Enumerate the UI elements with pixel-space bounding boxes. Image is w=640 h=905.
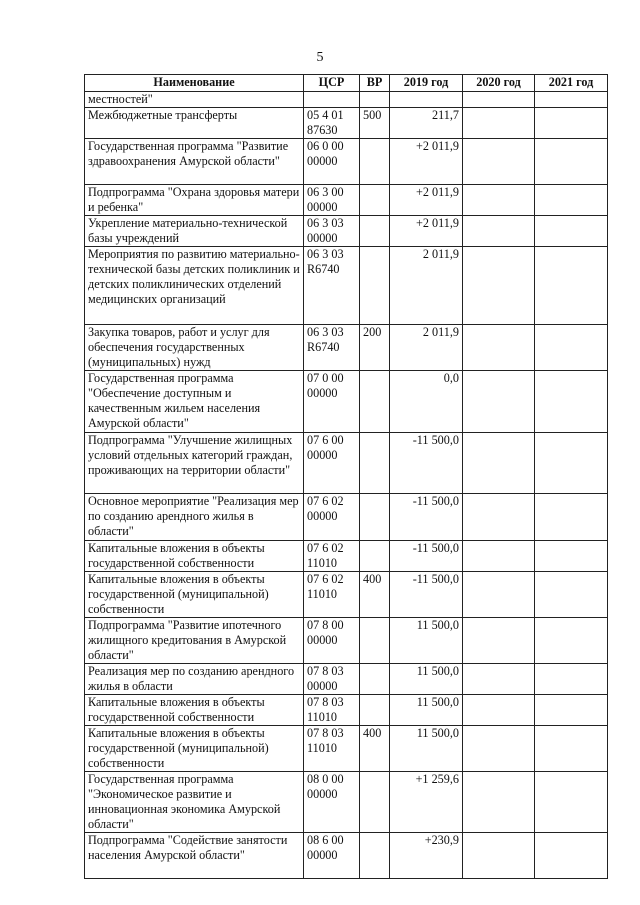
table-row xyxy=(85,833,608,879)
cell-csr: 07 8 03 11010 xyxy=(304,695,360,726)
cell-2019: 11 500,0 xyxy=(390,618,463,664)
cell-2019: 11 500,0 xyxy=(390,695,463,726)
cell-csr: 07 6 00 00000 xyxy=(304,433,360,494)
cell-vr xyxy=(360,185,390,216)
cell-2021 xyxy=(535,726,608,772)
cell-2020 xyxy=(463,433,535,494)
cell-vr xyxy=(360,494,390,541)
table-row xyxy=(85,247,608,325)
cell-2019: 11 500,0 xyxy=(390,664,463,695)
table-row xyxy=(85,541,608,572)
cell-2019: 211,7 xyxy=(390,108,463,139)
cell-vr xyxy=(360,772,390,833)
cell-2021 xyxy=(535,664,608,695)
table-header-row xyxy=(85,75,608,92)
cell-csr: 07 8 00 00000 xyxy=(304,618,360,664)
table-row xyxy=(85,772,608,833)
cell-2020 xyxy=(463,695,535,726)
cell-vr xyxy=(360,541,390,572)
table-row xyxy=(85,494,608,541)
cell-name: Основное мероприятие "Реализация мер по созданию арендного жилья в области" xyxy=(85,494,304,541)
table-row xyxy=(85,618,608,664)
cell-vr xyxy=(360,139,390,185)
cell-2021 xyxy=(535,433,608,494)
cell-2020 xyxy=(463,664,535,695)
cell-2019: -11 500,0 xyxy=(390,494,463,541)
cell-2021 xyxy=(535,108,608,139)
cell-vr xyxy=(360,433,390,494)
cell-vr xyxy=(360,695,390,726)
cell-2021 xyxy=(535,371,608,433)
cell-name: Подпрограмма "Улучшение жилищных условий отдельных категорий граждан, проживающих на территории области" xyxy=(85,433,304,494)
cell-name: Подпрограмма "Охрана здоровья матери и ребенка" xyxy=(85,185,304,216)
cell-name: Капитальные вложения в объекты государственной (муниципальной) собственности xyxy=(85,726,304,772)
cell-2020 xyxy=(463,216,535,247)
cell-vr xyxy=(360,216,390,247)
cell-2021 xyxy=(535,185,608,216)
cell-csr: 07 8 03 11010 xyxy=(304,726,360,772)
cell-2019: 0,0 xyxy=(390,371,463,433)
table-row xyxy=(85,92,608,108)
cell-2021 xyxy=(535,325,608,371)
cell-2020 xyxy=(463,325,535,371)
cell-csr: 07 0 00 00000 xyxy=(304,371,360,433)
cell-2021 xyxy=(535,572,608,618)
cell-2021 xyxy=(535,541,608,572)
page-number: 5 xyxy=(316,50,324,65)
cell-2019: +230,9 xyxy=(390,833,463,879)
cell-2019 xyxy=(390,92,463,108)
table-row xyxy=(85,108,608,139)
cell-2020 xyxy=(463,726,535,772)
cell-name: Государственная программа "Развитие здравоохранения Амурской области" xyxy=(85,139,304,185)
cell-csr: 07 8 03 00000 xyxy=(304,664,360,695)
cell-2020 xyxy=(463,541,535,572)
cell-2019: -11 500,0 xyxy=(390,572,463,618)
cell-vr xyxy=(360,664,390,695)
cell-csr: 06 3 03 R6740 xyxy=(304,247,360,325)
cell-name: Мероприятия по развитию материально-технической базы детских поликлиник и детских поликлинических отделений медицинских организаций xyxy=(85,247,304,325)
cell-2020 xyxy=(463,92,535,108)
cell-name: местностей" xyxy=(85,92,304,108)
cell-csr: 08 6 00 00000 xyxy=(304,833,360,879)
cell-2020 xyxy=(463,772,535,833)
table-row xyxy=(85,325,608,371)
cell-name: Подпрограмма "Развитие ипотечного жилищного кредитования в Амурской области" xyxy=(85,618,304,664)
cell-vr: 500 xyxy=(360,108,390,139)
cell-2021 xyxy=(535,618,608,664)
cell-name: Реализация мер по созданию арендного жилья в области xyxy=(85,664,304,695)
table-row xyxy=(85,572,608,618)
cell-csr: 08 0 00 00000 xyxy=(304,772,360,833)
cell-2021 xyxy=(535,772,608,833)
cell-2019: -11 500,0 xyxy=(390,541,463,572)
cell-name: Капитальные вложения в объекты государственной собственности xyxy=(85,695,304,726)
cell-2020 xyxy=(463,185,535,216)
cell-vr: 200 xyxy=(360,325,390,371)
cell-vr xyxy=(360,92,390,108)
cell-2019: +2 011,9 xyxy=(390,139,463,185)
cell-2019: 11 500,0 xyxy=(390,726,463,772)
cell-2020 xyxy=(463,572,535,618)
cell-vr xyxy=(360,371,390,433)
cell-csr: 05 4 01 87630 xyxy=(304,108,360,139)
table-row xyxy=(85,726,608,772)
cell-2019: +1 259,6 xyxy=(390,772,463,833)
table-row xyxy=(85,371,608,433)
cell-name: Межбюджетные трансферты xyxy=(85,108,304,139)
header-2020: 2020 год xyxy=(463,75,535,92)
cell-2019: 2 011,9 xyxy=(390,247,463,325)
cell-name: Капитальные вложения в объекты государственной собственности xyxy=(85,541,304,572)
budget-table xyxy=(84,74,608,879)
cell-2019: +2 011,9 xyxy=(390,216,463,247)
cell-vr xyxy=(360,247,390,325)
header-name: Наименование xyxy=(85,75,304,92)
table-row xyxy=(85,664,608,695)
cell-name: Закупка товаров, работ и услуг для обеспечения государственных (муниципальных) нужд xyxy=(85,325,304,371)
cell-csr xyxy=(304,92,360,108)
cell-2021 xyxy=(535,216,608,247)
table-row xyxy=(85,139,608,185)
cell-2019: -11 500,0 xyxy=(390,433,463,494)
cell-2021 xyxy=(535,833,608,879)
cell-2020 xyxy=(463,618,535,664)
cell-vr xyxy=(360,833,390,879)
cell-2021 xyxy=(535,92,608,108)
cell-2020 xyxy=(463,494,535,541)
table-row xyxy=(85,216,608,247)
cell-vr xyxy=(360,618,390,664)
cell-2020 xyxy=(463,139,535,185)
cell-csr: 06 3 03 R6740 xyxy=(304,325,360,371)
header-2019: 2019 год xyxy=(390,75,463,92)
header-csr: ЦСР xyxy=(304,75,360,92)
cell-csr: 07 6 02 11010 xyxy=(304,572,360,618)
cell-csr: 06 3 00 00000 xyxy=(304,185,360,216)
cell-name: Государственная программа "Обеспечение доступным и качественным жильем населения Амурской области" xyxy=(85,371,304,433)
cell-name: Капитальные вложения в объекты государственной (муниципальной) собственности xyxy=(85,572,304,618)
cell-2019: +2 011,9 xyxy=(390,185,463,216)
cell-2019: 2 011,9 xyxy=(390,325,463,371)
cell-vr: 400 xyxy=(360,726,390,772)
cell-2021 xyxy=(535,139,608,185)
table-row xyxy=(85,433,608,494)
cell-csr: 07 6 02 00000 xyxy=(304,494,360,541)
cell-vr: 400 xyxy=(360,572,390,618)
cell-name: Укрепление материально-технической базы учреждений xyxy=(85,216,304,247)
cell-2021 xyxy=(535,247,608,325)
cell-2020 xyxy=(463,371,535,433)
cell-2020 xyxy=(463,108,535,139)
cell-2020 xyxy=(463,833,535,879)
cell-csr: 06 3 03 00000 xyxy=(304,216,360,247)
cell-2021 xyxy=(535,494,608,541)
cell-csr: 06 0 00 00000 xyxy=(304,139,360,185)
cell-name: Государственная программа "Экономическое развитие и инновационная экономика Амурской области" xyxy=(85,772,304,833)
table-row xyxy=(85,185,608,216)
header-vr: ВР xyxy=(360,75,390,92)
table-row xyxy=(85,695,608,726)
cell-2021 xyxy=(535,695,608,726)
header-2021: 2021 год xyxy=(535,75,608,92)
cell-2020 xyxy=(463,247,535,325)
cell-csr: 07 6 02 11010 xyxy=(304,541,360,572)
cell-name: Подпрограмма "Содействие занятости населения Амурской области" xyxy=(85,833,304,879)
